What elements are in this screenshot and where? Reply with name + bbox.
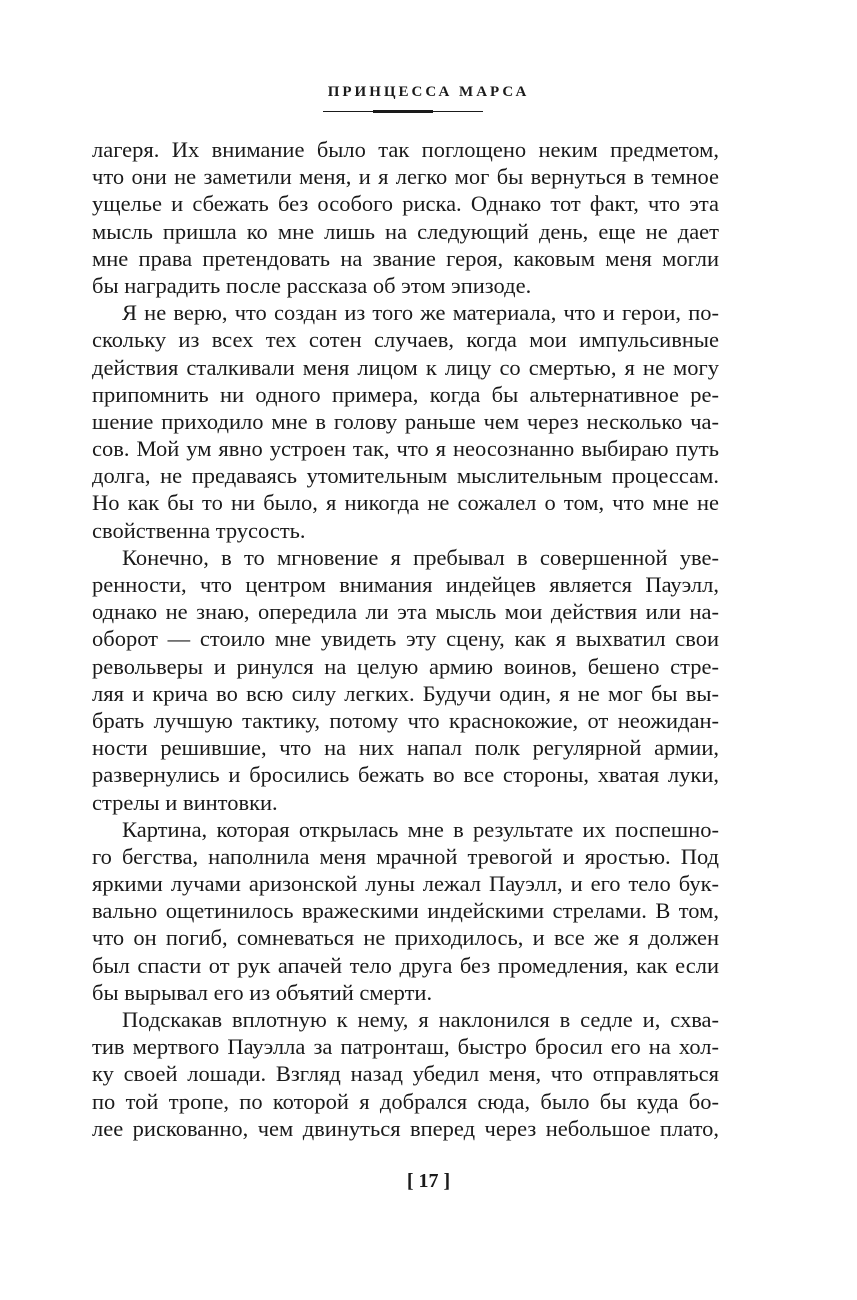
- paragraph: [92, 544, 719, 816]
- text-line: припомнить ни одного примера, когда бы альтернативное ре-: [92, 381, 719, 407]
- text-line: стрелы и винтовки.: [92, 789, 278, 815]
- text-line: ренности, что центром внимания индейцев является Пауэлл,: [92, 572, 719, 597]
- text-line: вально ощетинилось вражескими индейскими стрелами. В том,: [92, 898, 719, 924]
- text-line: развернулись и бросились бежать во все стороны, хватая луки,: [92, 762, 719, 788]
- text-line: ности решившие, что на них напал полк регулярной армии,: [92, 735, 719, 761]
- text-line: мысль пришла ко мне лишь на следующий день, еще не дает: [92, 218, 719, 244]
- text-line: ку своей лошади. Взгляд назад убедил меня, что отправляться: [92, 1061, 719, 1087]
- text-line: что они не заметили меня, и я легко мог бы вернуться в темное: [92, 164, 719, 190]
- text-line: что он погиб, сомневаться не приходилось, и все же я должен: [92, 925, 719, 951]
- paragraph: [92, 299, 719, 544]
- text-line: тив мертвого Пауэлла за патронташ, быстро бросил его на хол-: [92, 1034, 719, 1060]
- page-number: [ 17 ]: [406, 1170, 451, 1192]
- text-line: скольку из всех тех сотен случаев, когда мои импульсивные: [92, 327, 719, 353]
- text-line: действия сталкивали меня лицом к лицу со смертью, я не могу: [92, 354, 719, 380]
- text-line: шение приходило мне в голову раньше чем через несколько ча-: [92, 408, 719, 434]
- text-line: Я не верю, что создан из того же материала, что и герои, по-: [122, 300, 719, 326]
- text-line: Подскакав вплотную к нему, я наклонился в седле и, схва-: [122, 1007, 719, 1032]
- text-line: однако не знаю, опередила ли эта мысль мои действия или на-: [92, 599, 719, 625]
- text-line: го бегства, наполнила меня мрачной тревогой и яростью. Под: [92, 843, 719, 869]
- header-rule-accent: [373, 110, 433, 113]
- text-line: лагеря. Их внимание было так поглощено неким предметом,: [92, 137, 719, 162]
- text-line: оборот — стоило мне увидеть эту сцену, как я выхватил свои: [92, 626, 719, 652]
- text-line: лее рискованно, чем двинуться вперед через небольшое плато,: [92, 1115, 719, 1141]
- text-line: ляя и крича во всю силу легких. Будучи один, я не мог бы вы-: [92, 680, 719, 706]
- body-text: [92, 136, 719, 1142]
- text-line: револьверы и ринулся на целую армию воинов, бешено стре-: [92, 653, 719, 679]
- text-line: Картина, которая открылась мне в результате их поспешно-: [122, 816, 719, 842]
- text-line: Конечно, в то мгновение я пребывал в совершенной уве-: [122, 544, 719, 570]
- text-line: мне права претендовать на звание героя, каковым меня могли: [92, 245, 719, 271]
- text-line: был спасти от рук апачей тело друга без промедления, как если: [92, 952, 719, 978]
- text-line: брать лучшую тактику, потому что краснокожие, от неожидан-: [92, 707, 719, 733]
- text-line: ущелье и сбежать без особого риска. Однако тот факт, что эта: [92, 191, 719, 217]
- running-head-title: ПРИНЦЕССА МАРСА: [327, 84, 530, 100]
- text-line: по той тропе, по которой я добрался сюда, было бы куда бо-: [92, 1088, 719, 1114]
- text-line: сов. Мой ум явно устроен так, что я неосознанно выбираю путь: [92, 436, 719, 462]
- text-line: Но как бы то ни было, я никогда не сожалел о том, что мне не: [92, 490, 719, 516]
- text-line: бы наградить после рассказа об этом эпизоде.: [92, 272, 532, 298]
- text-line: свойственна трусость.: [92, 517, 306, 543]
- text-line: долга, не предаваясь утомительным мыслительным процессам.: [92, 463, 719, 489]
- text-line: бы вырывал его из объятий смерти.: [92, 979, 433, 1005]
- paragraph: [92, 136, 719, 299]
- paragraph: [92, 816, 719, 1006]
- text-line: яркими лучами аризонской луны лежал Пауэлл, и его тело бук-: [92, 871, 719, 897]
- paragraph: [92, 1006, 719, 1142]
